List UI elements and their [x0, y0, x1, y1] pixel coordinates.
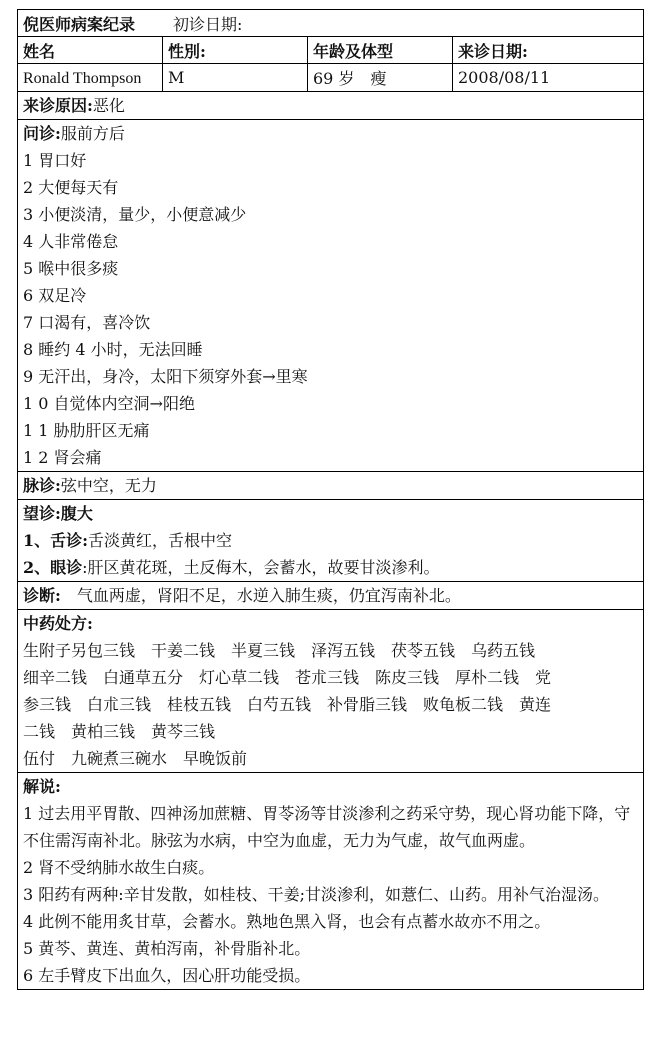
diagnosis-section [18, 582, 644, 610]
name-header: 姓名 [18, 37, 163, 64]
explanation-item: 1 过去用平胃散、四神汤加蔗糖、胃苓汤等甘淡渗利之药采守势，现心肾功能下降，守不住需泻南补北。脉弦为水病，中空为血虚，无力为气虚，故气血两虚。 [23, 804, 631, 850]
patient-age: 69 岁 瘦 [308, 64, 453, 92]
patient-sex: M [163, 64, 308, 92]
inquiry-item: 4 人非常倦怠 [23, 232, 119, 251]
explanation-item: 5 黄芩、黄连、黄柏泻南，补骨脂补北。 [23, 939, 311, 958]
case-record-document [17, 9, 644, 990]
title-cell [18, 10, 644, 37]
eye-label: 2、眼诊 [23, 558, 83, 577]
first-visit-label: 初诊日期: [173, 14, 243, 34]
inquiry-label: 问诊: [23, 124, 61, 143]
reason-label: 来诊原因: [23, 96, 93, 115]
patient-name [18, 64, 163, 92]
prescription-label: 中药处方: [23, 614, 93, 633]
tongue-text: 舌淡黄红，舌根中空 [88, 531, 233, 550]
observation-label: 望诊:腹大 [23, 504, 93, 523]
prescription-line: 生附子另包三钱 干姜二钱 半夏三钱 泽泻五钱 茯苓五钱 乌药五钱 [23, 641, 536, 660]
inquiry-section [18, 120, 644, 472]
explanation-item: 6 左手臂皮下出血久，因心肝功能受损。 [23, 966, 311, 985]
inquiry-item: 1 1 胁肋肝区无痛 [23, 421, 150, 440]
record-title: 倪医师病案纪录 [23, 14, 136, 34]
patient-name-text: Ronald Thompson [23, 69, 142, 87]
age-header: 年龄及体型 [308, 37, 453, 64]
diagnosis-text: 气血两虚，肾阳不足，水逆入肺生痰，仍宜泻南补北。 [60, 586, 461, 605]
explanation-label: 解说: [23, 777, 61, 796]
diagnosis-label: 诊断: [23, 586, 61, 605]
observation-section [18, 500, 644, 582]
case-record-table [17, 9, 644, 990]
explanation-item: 4 此例不能用炙甘草，会蓄水。熟地色黑入肾，也会有点蓄水故亦不用之。 [23, 912, 551, 931]
explanation-item: 2 肾不受纳肺水故生白痰。 [23, 858, 215, 877]
inquiry-item: 9 无汗出，身冷，太阳下须穿外套→里寒 [23, 367, 308, 386]
eye-text: :肝区黄花斑，土反侮木，会蓄水，故要甘淡渗利。 [82, 558, 440, 577]
inquiry-item: 3 小便淡清，量少，小便意减少 [23, 205, 247, 224]
pulse-section [18, 472, 644, 500]
inquiry-item: 8 睡约 4 小时，无法回睡 [23, 340, 203, 359]
prescription-line: 伍付 九碗煮三碗水 早晚饭前 [23, 749, 248, 768]
explanation-item: 3 阳药有两种:辛甘发散，如桂枝、干姜;甘淡渗利，如薏仁、山药。用补气治湿汤。 [23, 885, 610, 904]
inquiry-text: 服前方后 [60, 124, 125, 143]
patient-visit-date: 2008/08/11 [453, 64, 644, 92]
inquiry-item: 1 0 自觉体内空洞→阳绝 [23, 394, 195, 413]
sex-header: 性別: [163, 37, 308, 64]
prescription-line: 细辛二钱 白通草五分 灯心草二钱 苍朮三钱 陈皮三钱 厚朴二钱 党 [23, 668, 552, 687]
prescription-section [18, 610, 644, 773]
reason-text: 恶化 [92, 96, 125, 115]
inquiry-item: 5 喉中很多痰 [23, 259, 119, 278]
tongue-label: 1、舌诊: [23, 531, 89, 550]
inquiry-item: 1 胃口好 [23, 151, 87, 170]
visit-date-header: 来诊日期: [453, 37, 644, 64]
inquiry-item: 2 大便每天有 [23, 178, 119, 197]
pulse-label: 脉诊: [23, 476, 61, 495]
pulse-text: 弦中空，无力 [60, 476, 157, 495]
prescription-line: 二钱 黄柏三钱 黄芩三钱 [23, 722, 216, 741]
prescription-line: 参三钱 白朮三钱 桂枝五钱 白芍五钱 补骨脂三钱 败龟板二钱 黄连 [23, 695, 552, 714]
inquiry-item: 1 2 肾会痛 [23, 448, 102, 467]
inquiry-item: 6 双足冷 [23, 286, 87, 305]
reason-section [18, 92, 644, 120]
explanation-section [18, 773, 644, 990]
inquiry-item: 7 口渴有，喜冷饮 [23, 313, 151, 332]
